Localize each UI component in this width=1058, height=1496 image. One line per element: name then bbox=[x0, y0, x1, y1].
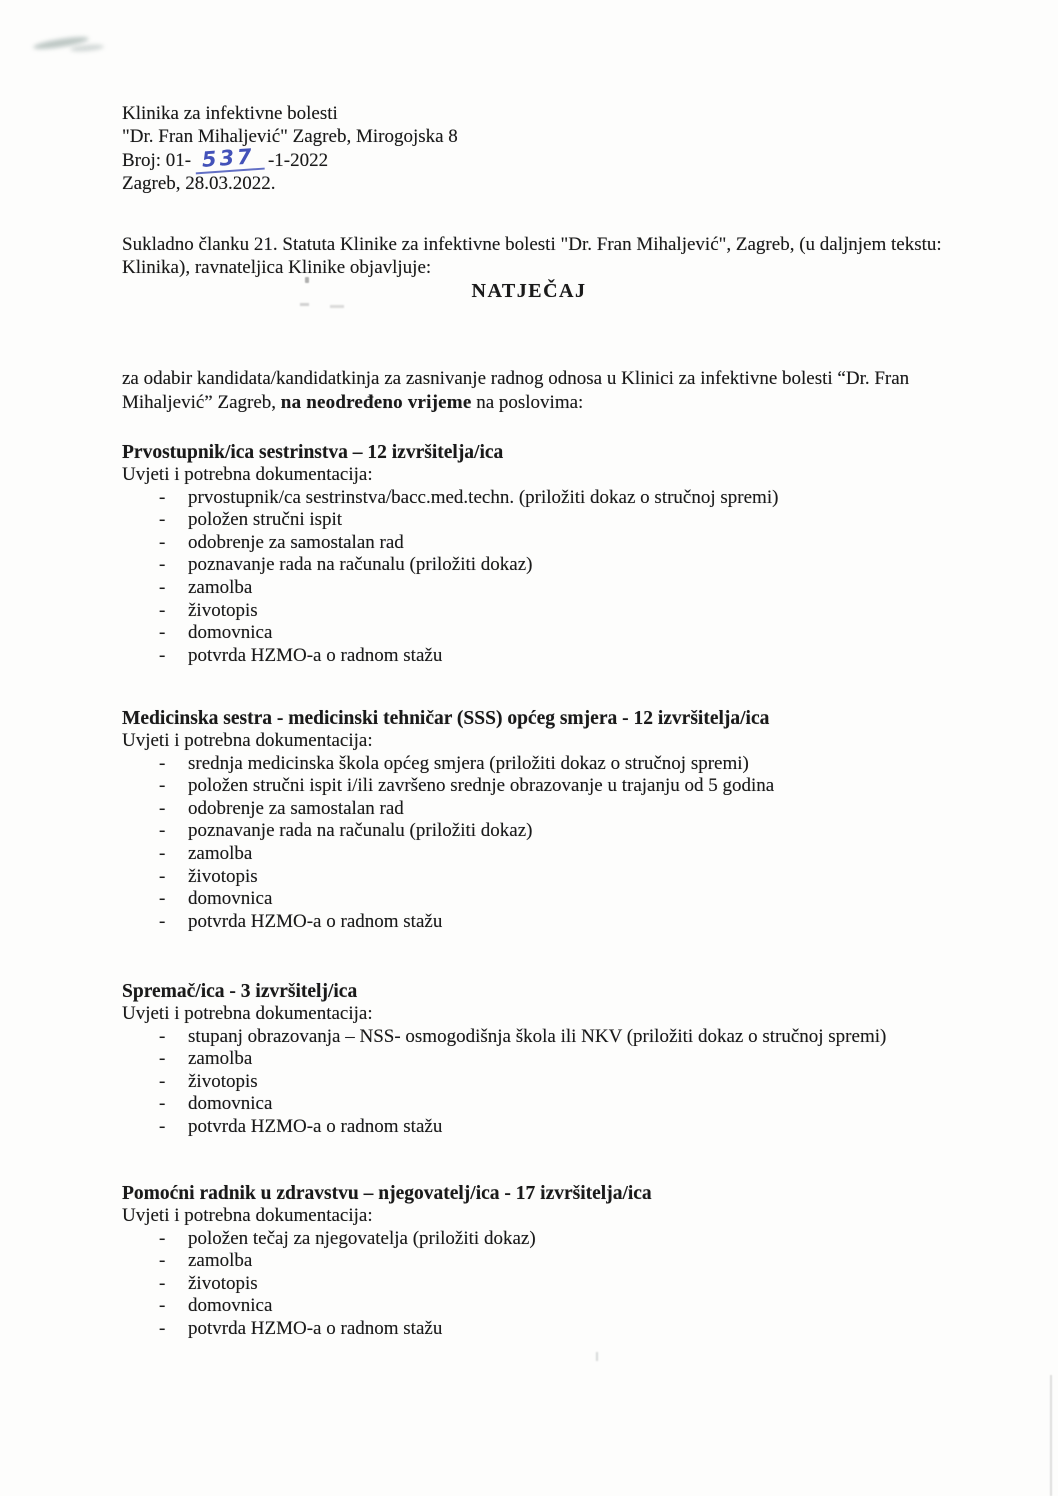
requirements-list bbox=[122, 487, 988, 668]
requirement-item: - odobrenje za samostalan rad bbox=[122, 798, 988, 821]
requirement-item: - položen stručni ispit bbox=[122, 509, 988, 532]
requirement-item: - zamolba bbox=[122, 1250, 988, 1273]
requirement-item: - poznavanje rada na računalu (priložiti dokaz) bbox=[122, 554, 988, 577]
org-name-line: Klinika za infektivne bolesti bbox=[122, 103, 338, 124]
subject-text-pre: za odabir kandidata/kandidatkinja za zasnivanje radnog odnosa u Klinici za infektivne bolesti “Dr. Fran Mihaljević” Zagreb, bbox=[122, 368, 910, 413]
requirement-item: - zamolba bbox=[122, 1048, 988, 1071]
requirements-label: Uvjeti i potrebna dokumentacija: bbox=[122, 1003, 373, 1024]
job-section-medicinska-sestra bbox=[122, 707, 988, 933]
requirements-list bbox=[122, 753, 988, 934]
requirement-item: - prvostupnik/ca sestrinstva/bacc.med.techn. (priložiti dokaz o stručnoj spremi) bbox=[122, 487, 988, 510]
requirement-item: - zamolba bbox=[122, 577, 988, 600]
job-section-heading: Spremač/ica - 3 izvršitelj/ica bbox=[122, 981, 358, 1002]
requirement-item: - životopis bbox=[122, 1273, 988, 1296]
document-title: NATJEČAJ bbox=[471, 280, 587, 302]
reference-prefix: Broj: 01- bbox=[122, 150, 192, 172]
requirement-item: - životopis bbox=[122, 600, 988, 623]
requirements-list bbox=[122, 1026, 988, 1139]
reference-number-line bbox=[122, 144, 458, 173]
requirement-item: - srednja medicinska škola općeg smjera (priložiti dokaz o stručnoj spremi) bbox=[122, 753, 988, 776]
requirement-item: - odobrenje za samostalan rad bbox=[122, 532, 988, 555]
requirement-item: - položen tečaj za njegovatelja (priložiti dokaz) bbox=[122, 1228, 988, 1251]
subject-text-bold: na neodređeno vrijeme bbox=[280, 391, 472, 413]
requirements-label: Uvjeti i potrebna dokumentacija: bbox=[122, 730, 373, 751]
letterhead bbox=[122, 103, 458, 195]
subject-text-post: na poslovima: bbox=[471, 391, 584, 413]
requirements-label: Uvjeti i potrebna dokumentacija: bbox=[122, 1205, 373, 1226]
requirement-item: - životopis bbox=[122, 866, 988, 889]
org-address-line: "Dr. Fran Mihaljević" Zagreb, Mirogojska 8 bbox=[122, 125, 458, 147]
requirement-item: - domovnica bbox=[122, 1295, 988, 1318]
job-section-heading: Pomoćni radnik u zdravstvu – njegovatelj/ica - 17 izvršitelja/ica bbox=[122, 1183, 652, 1204]
requirement-item: - životopis bbox=[122, 1071, 988, 1094]
requirement-item: - položen stručni ispit i/ili završeno srednje obrazovanje u trajanju od 5 godina bbox=[122, 775, 988, 798]
requirement-item: - stupanj obrazovanja – NSS- osmogodišnja škola ili NKV (priložiti dokaz o stručnoj spremi) bbox=[122, 1026, 988, 1049]
requirement-item: - poznavanje rada na računalu (priložiti dokaz) bbox=[122, 820, 988, 843]
job-section-spremac bbox=[122, 980, 988, 1139]
requirement-item: - potvrda HZMO-a o radnom stažu bbox=[122, 911, 988, 934]
reference-suffix: -1-2022 bbox=[267, 150, 329, 172]
requirement-item: - potvrda HZMO-a o radnom stažu bbox=[122, 1318, 988, 1341]
job-section-heading: Medicinska sestra - medicinski tehničar (SSS) općeg smjera - 12 izvršitelja/ica bbox=[122, 708, 770, 729]
job-section-pomocni-radnik bbox=[122, 1182, 988, 1341]
requirements-list bbox=[122, 1228, 988, 1341]
job-section-prvostupnik bbox=[122, 441, 988, 667]
requirement-item: - potvrda HZMO-a o radnom stažu bbox=[122, 1116, 988, 1139]
requirement-item: - domovnica bbox=[122, 622, 988, 645]
requirement-item: - zamolba bbox=[122, 843, 988, 866]
subject-paragraph bbox=[122, 367, 964, 414]
requirement-item: - domovnica bbox=[122, 888, 988, 911]
requirement-item: - domovnica bbox=[122, 1093, 988, 1116]
intro-paragraph: Sukladno članku 21. Statuta Klinike za infektivne bolesti "Dr. Fran Mihaljević", Zagreb, (u daljnjem tekstu: Klinika), ravnateljica Klinike objavljuje: bbox=[122, 234, 942, 278]
requirement-item: - potvrda HZMO-a o radnom stažu bbox=[122, 645, 988, 668]
requirements-label: Uvjeti i potrebna dokumentacija: bbox=[122, 464, 373, 485]
job-section-heading: Prvostupnik/ica sestrinstva – 12 izvršitelja/ica bbox=[122, 442, 504, 463]
place-date-line: Zagreb, 28.03.2022. bbox=[122, 172, 276, 194]
handwritten-number: 537 bbox=[194, 145, 264, 174]
